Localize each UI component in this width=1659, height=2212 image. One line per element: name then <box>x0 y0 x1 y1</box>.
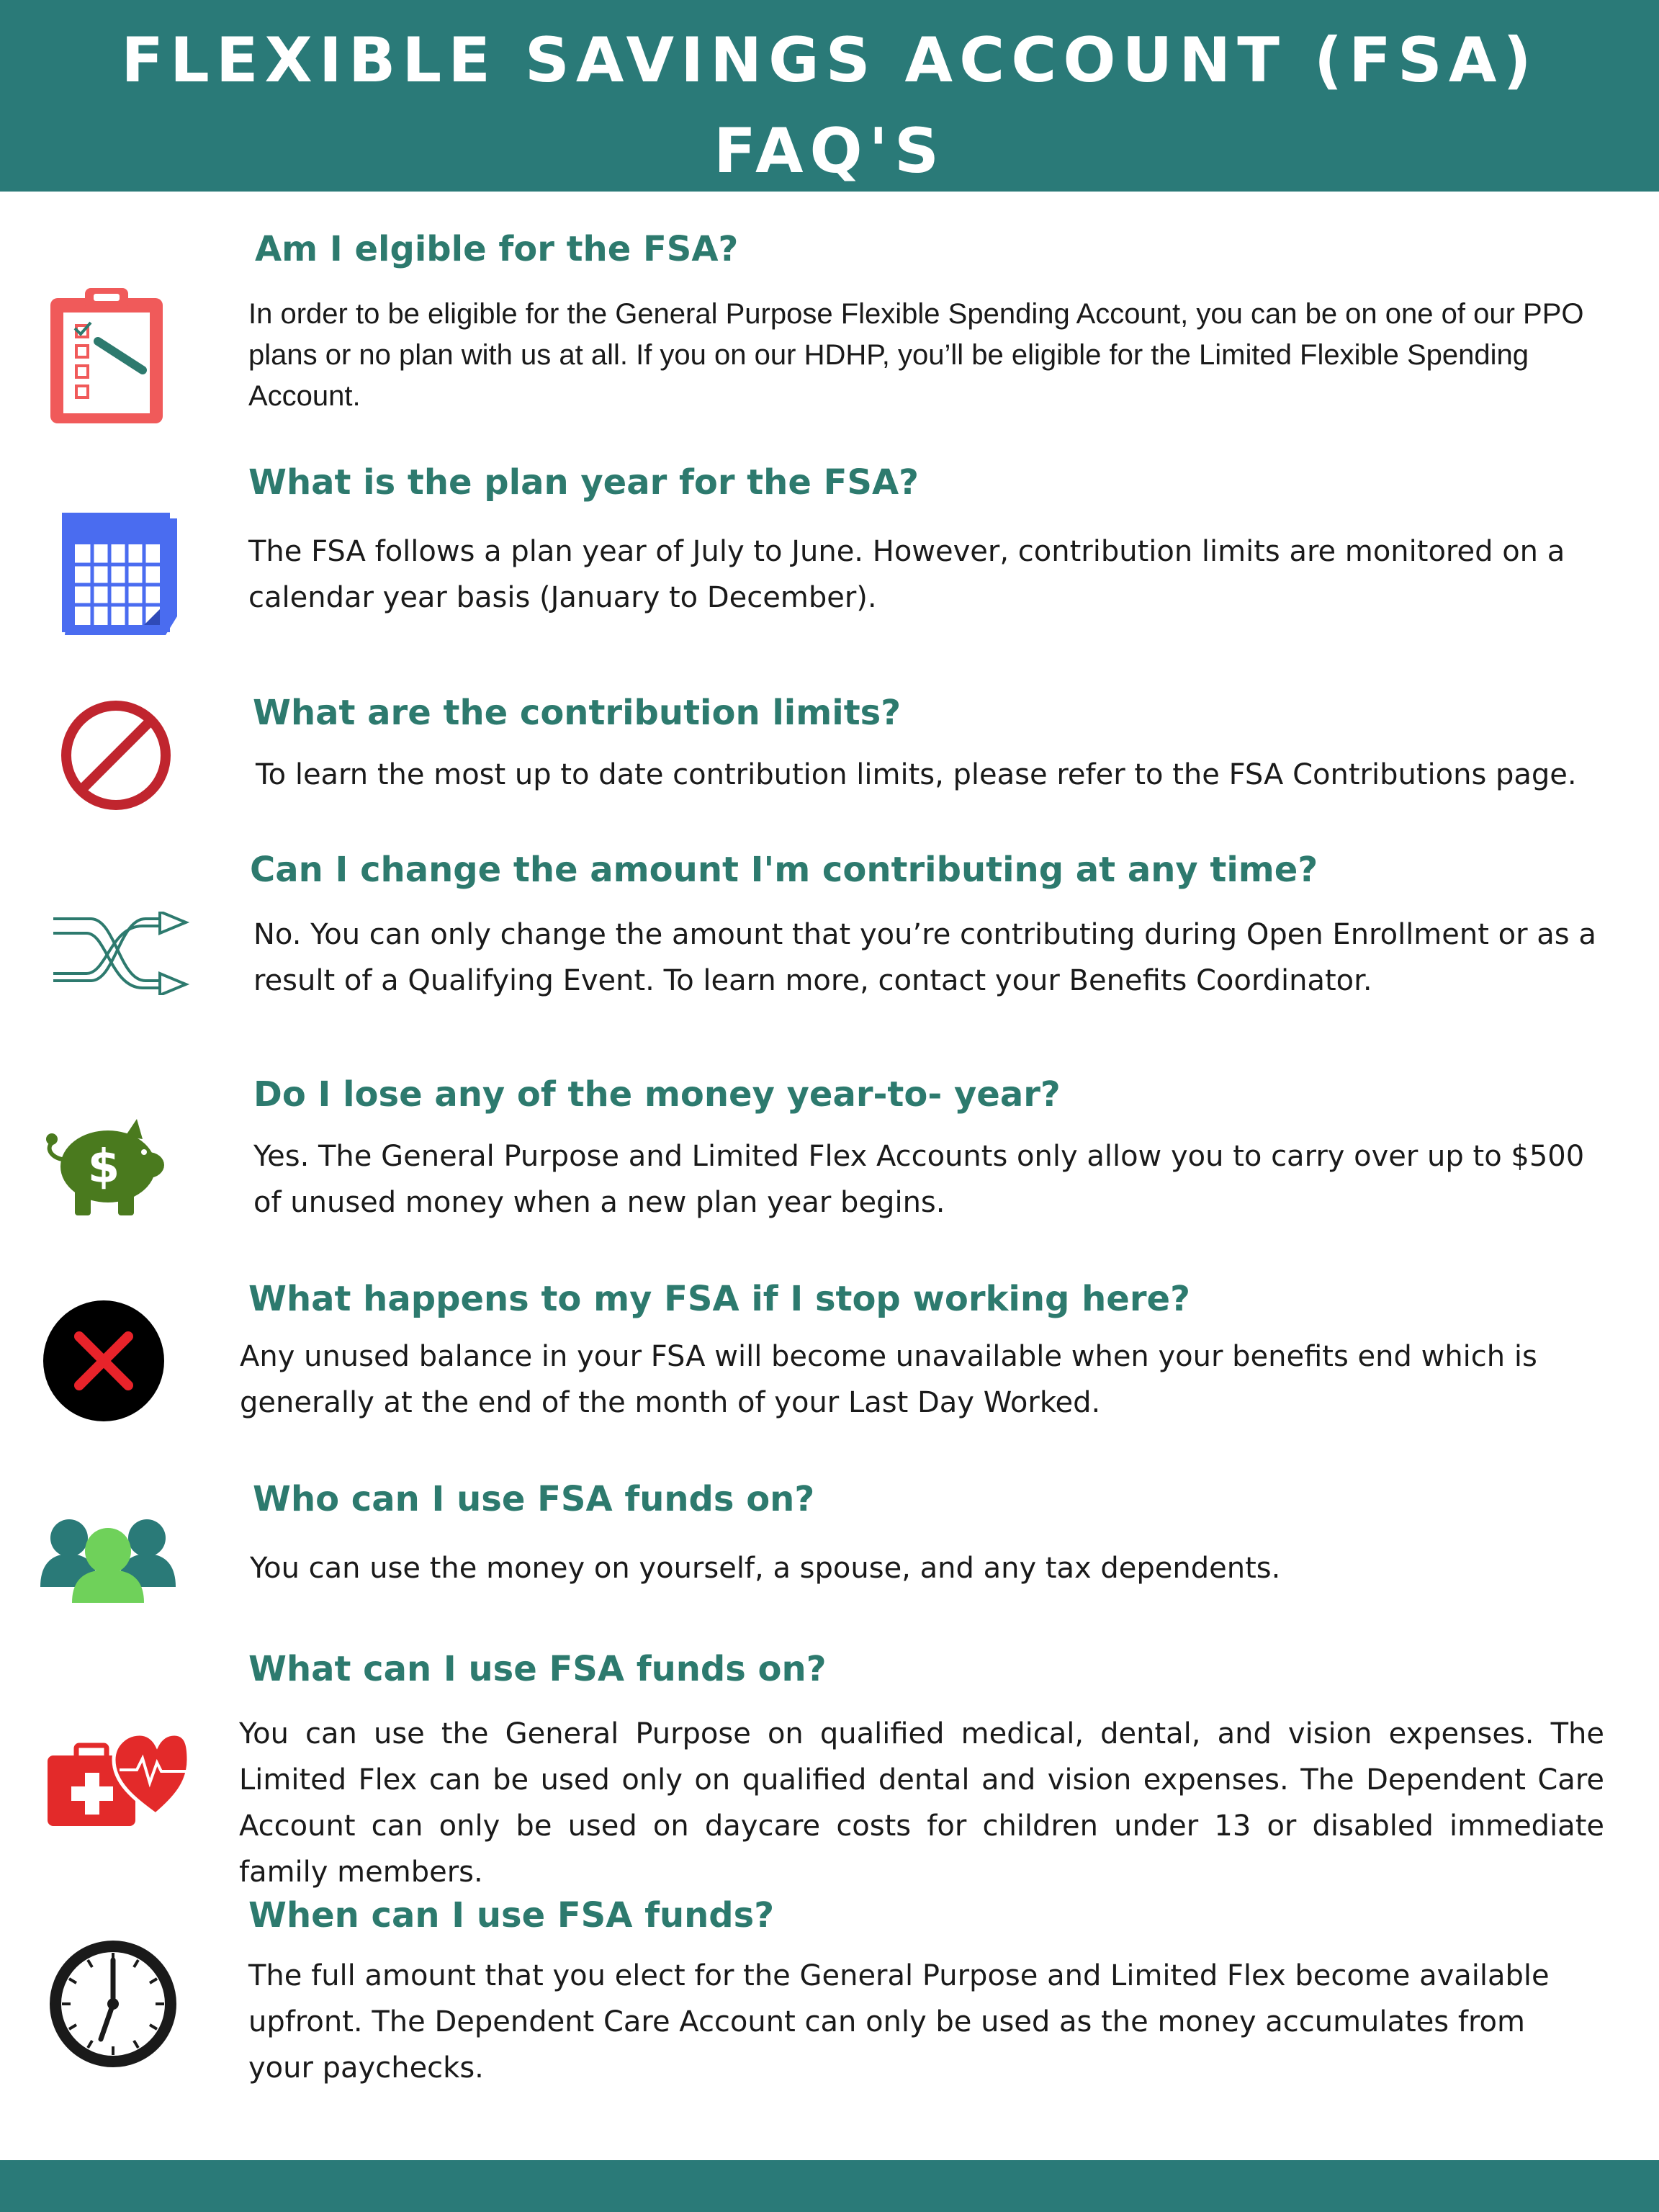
medical-kit-heart-icon <box>48 1730 189 1827</box>
faq-answer: In order to be eligible for the General Purpose Flexible Spending Account, you can be on one of our PPO plans or no plan with us at all. If you on our HDHP, you’ll be eligible for the Limited Flexible Spending Account. <box>248 298 1584 412</box>
faq-answer: Yes. The General Purpose and Limited Flex Accounts only allow you to carry over up to $500 of unused money when a new plan year begins. <box>253 1140 1585 1219</box>
faq-answer: The FSA follows a plan year of July to June. However, contribution limits are monitored on a calendar year basis (January to December). <box>248 535 1565 614</box>
faq-answer: You can use the money on yourself, a spouse, and any tax dependents. <box>250 1552 1281 1585</box>
svg-text:$: $ <box>87 1141 120 1194</box>
faq-question: What can I use FSA funds on? <box>248 1649 827 1689</box>
shuffle-arrows-icon <box>49 912 190 995</box>
faq-question: Who can I use FSA funds on? <box>253 1479 815 1519</box>
faq-question: Can I change the amount I'm contributing at any time? <box>250 850 1318 890</box>
faq-question: Do I lose any of the money year-to- year? <box>253 1074 1061 1115</box>
faq-question: What is the plan year for the FSA? <box>248 462 919 503</box>
clipboard-checklist-icon <box>48 285 166 426</box>
faq-question: What are the contribution limits? <box>253 693 902 733</box>
faq-answer: Any unused balance in your FSA will become unavailable when your benefits end which is generally at the end of the month of your Last Day Worked. <box>240 1340 1537 1419</box>
clock-icon <box>48 1938 179 2069</box>
prohibited-icon <box>59 698 173 812</box>
faq-answer: The full amount that you elect for the General Purpose and Limited Flex become available upfront. The Dependent Care Account can only be used as the money accumulates from your paychecks. <box>248 1959 1550 2085</box>
faq-question: When can I use FSA funds? <box>248 1895 775 1936</box>
faq-answer: You can use the General Purpose on qualified medical, dental, and vision expenses. The Limited Flex can be used only on qualified dental and vision expenses. The Dependent Care Account can only be used on daycare costs for children under 13 or disabled immediate family members. <box>239 1717 1604 1889</box>
page-footer-bar <box>0 2160 1659 2212</box>
piggy-bank-icon <box>42 1115 171 1220</box>
faq-answer: No. You can only change the amount that you’re contributing during Open Enrollment or as a result of a Qualifying Event. To learn more, contact your Benefits Coordinator. <box>253 918 1596 997</box>
faq-question: What happens to my FSA if I stop working here? <box>248 1279 1190 1319</box>
people-group-icon <box>40 1518 176 1603</box>
faq-question: Am I elgible for the FSA? <box>255 229 739 269</box>
calendar-icon <box>58 508 180 639</box>
page-header <box>0 0 1659 192</box>
red-x-icon <box>42 1299 166 1423</box>
page-title-line-2: FAQ'S <box>714 115 945 187</box>
faq-answer: To learn the most up to date contribution limits, please refer to the FSA Contributions page. <box>256 758 1577 791</box>
page-title-line-1: FLEXIBLE SAVINGS ACCOUNT (FSA) <box>121 24 1538 96</box>
